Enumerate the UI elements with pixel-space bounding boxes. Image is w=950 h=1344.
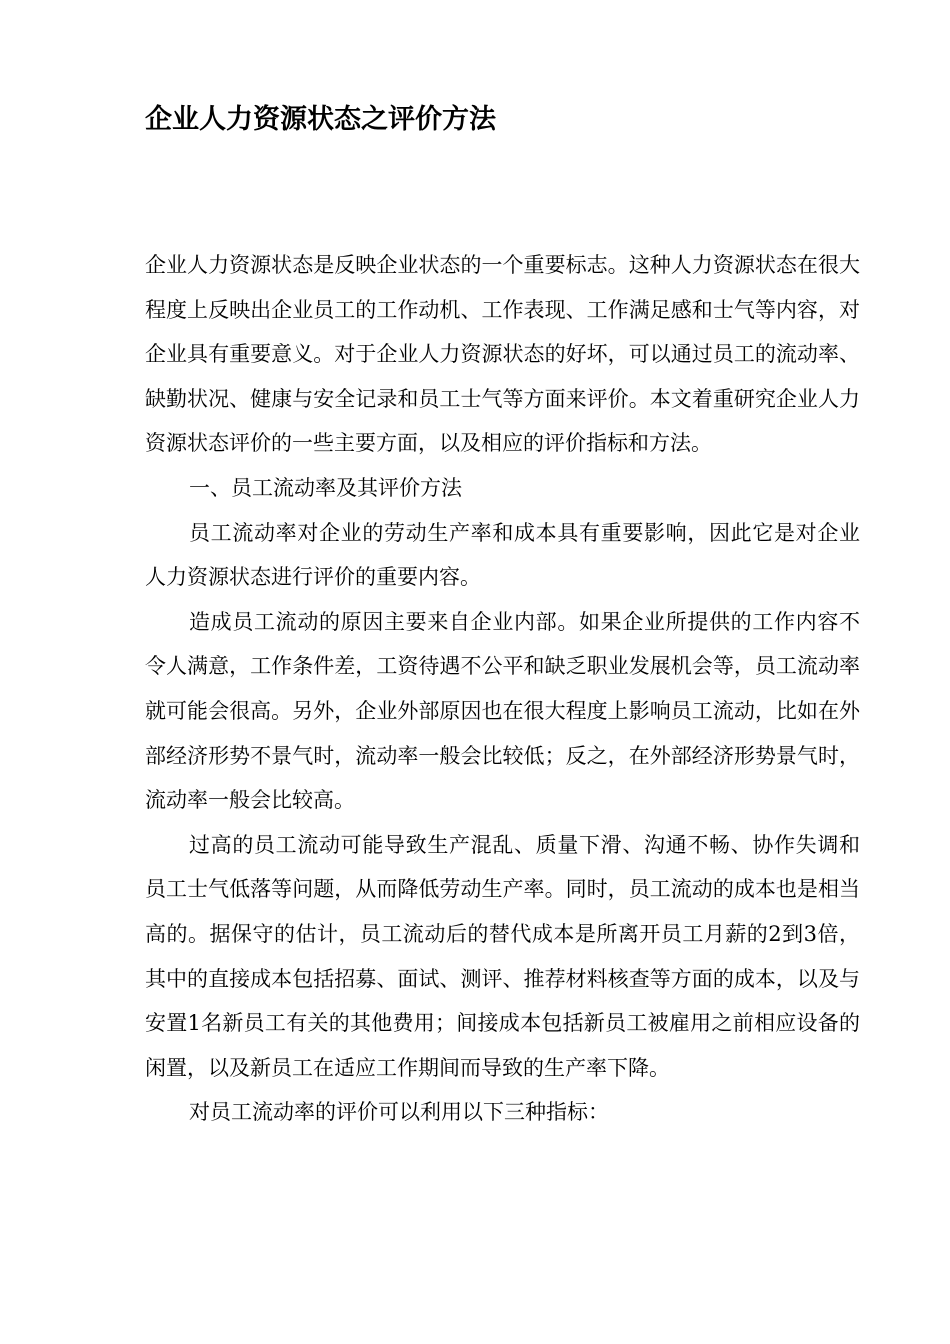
paragraph-turnover-costs: 过高的员工流动可能导致生产混乱、质量下滑、沟通不畅、协作失调和员工士气低落等问题，从而降低劳动生产率。同时，员工流动的成本也是相当高的。据保守的估计，员工流动后的替代成本是所离开员工月薪的2到3倍，其中的直接成本包括招募、面试、测评、推荐材料核查等方面的成本，以及与安置1名新员工有关的其他费用；间接成本包括新员工被雇用之前相应设备的闲置，以及新员工在适应工作期间而导致的生产率下降。: [145, 832, 860, 1080]
paragraph-turnover-causes: 造成员工流动的原因主要来自企业内部。如果企业所提供的工作内容不令人满意，工作条件差，工资待遇不公平和缺乏职业发展机会等，员工流动率就可能会很高。另外，企业外部原因也在很大程度上影响员工流动，比如在外部经济形势不景气时，流动率一般会比较低；反之，在外部经济形势景气时，流动率一般会比较高。: [145, 609, 860, 813]
paragraph-intro: 企业人力资源状态是反映企业状态的一个重要标志。这种人力资源状态在很大程度上反映出企业员工的工作动机、工作表现、工作满足感和士气等内容，对企业具有重要意义。对于企业人力资源状态的好坏，可以通过员工的流动率、缺勤状况、健康与安全记录和员工士气等方面来评价。本文着重研究企业人力资源状态评价的一些主要方面，以及相应的评价指标和方法。: [145, 253, 860, 456]
section-heading-1: 一、员工流动率及其评价方法: [189, 475, 462, 500]
paragraph-turnover-importance: 员工流动率对企业的劳动生产率和成本具有重要影响，因此它是对企业人力资源状态进行评价的重要内容。: [145, 520, 860, 590]
paragraph-indicators-intro: 对员工流动率的评价可以利用以下三种指标：: [189, 1100, 609, 1125]
document-body: [145, 243, 860, 1135]
document-title: 企业人力资源状态之评价方法: [145, 104, 496, 135]
